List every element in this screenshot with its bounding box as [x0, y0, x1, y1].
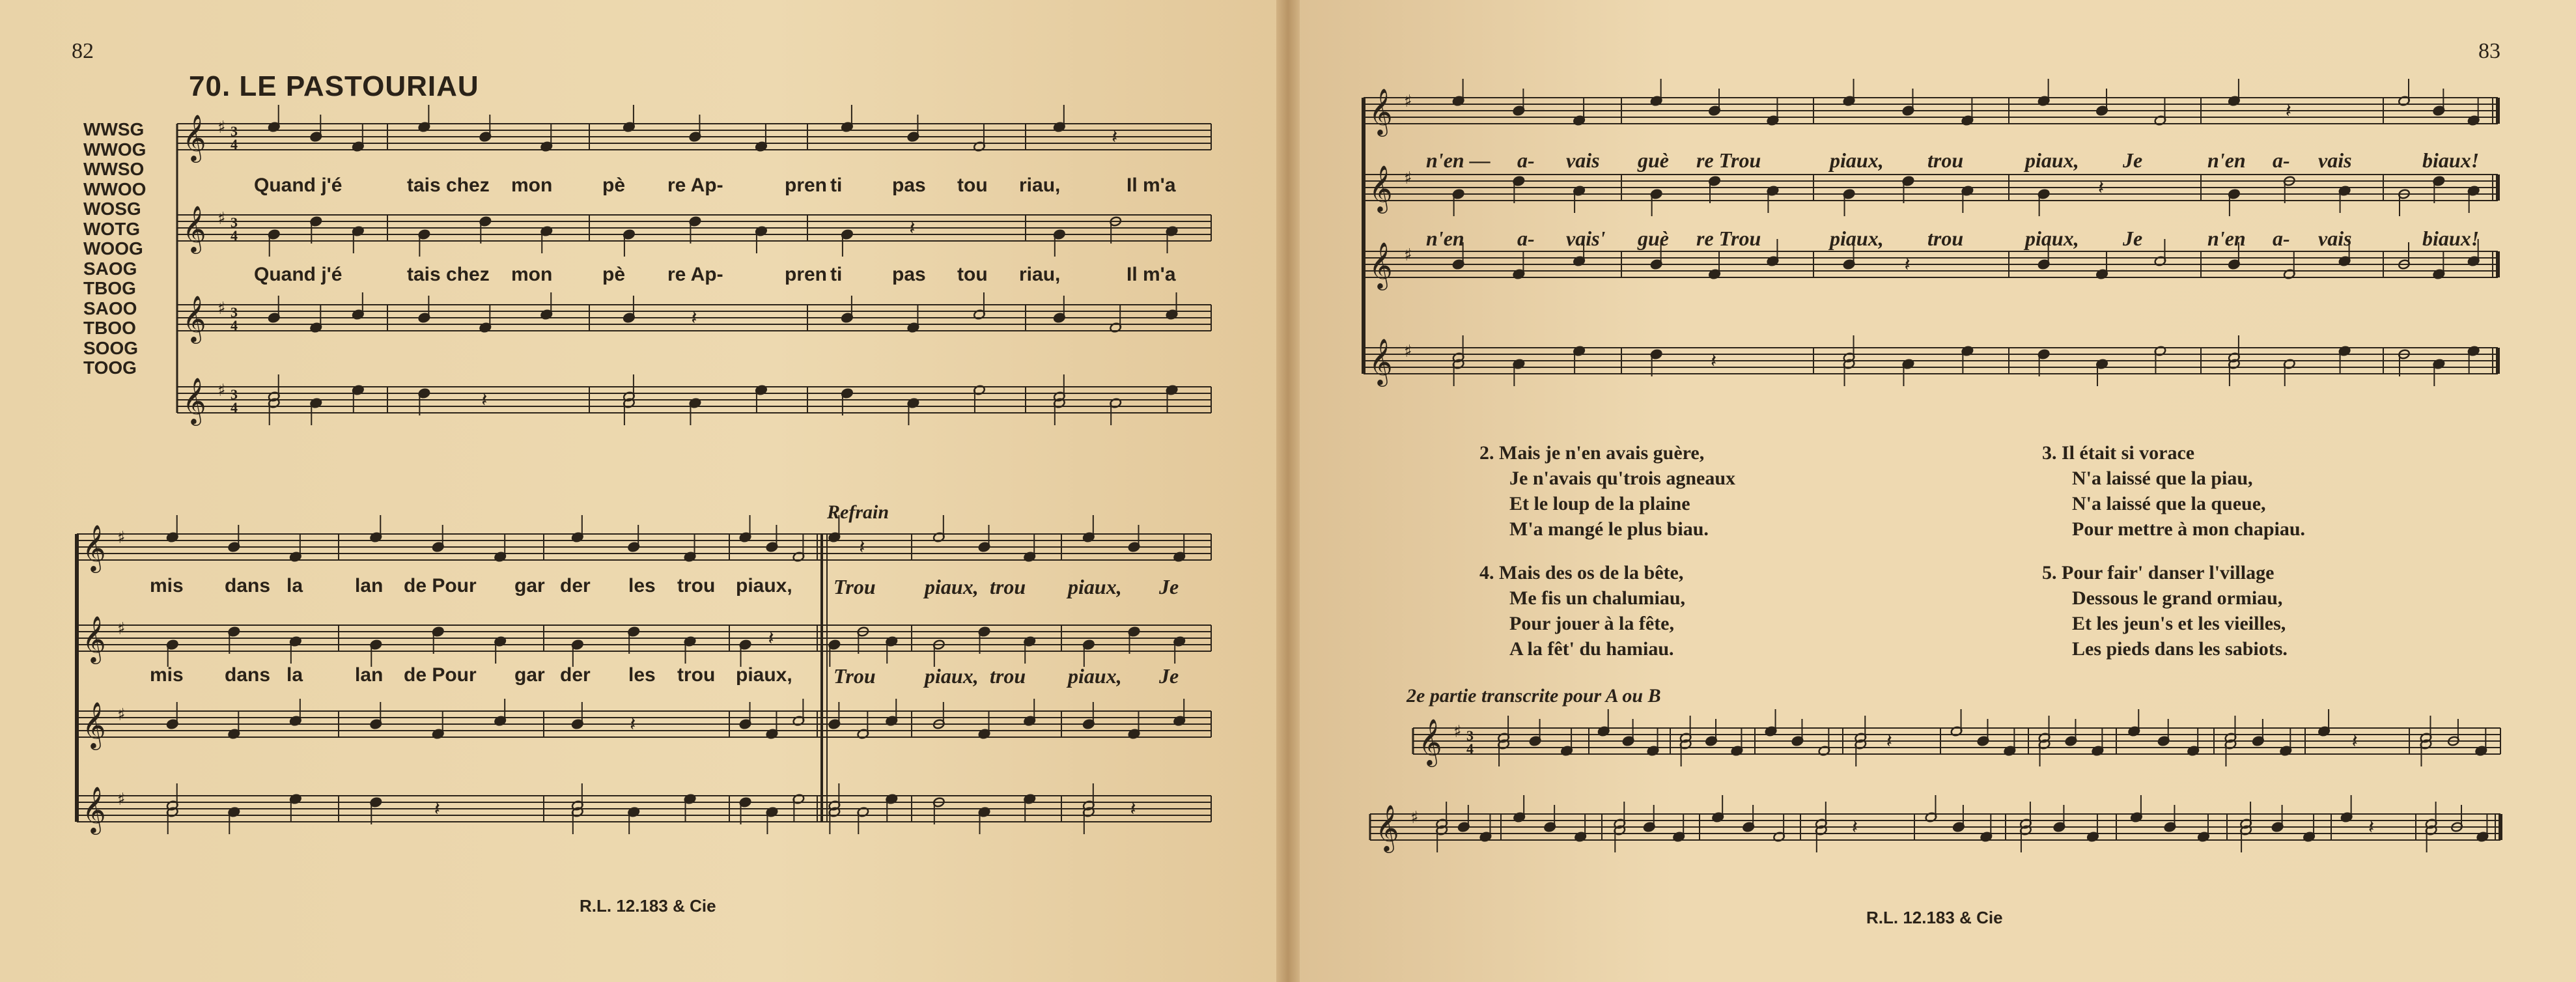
lyric-syllable: tou [957, 175, 988, 196]
lyric-syllable: biaux! [2422, 227, 2480, 250]
refrain-label: Refrain [827, 501, 889, 523]
lyric-syllable: piaux, [736, 664, 792, 686]
lyric-syllable: tou [957, 264, 988, 285]
time-signature: 3 [231, 214, 238, 231]
lyric-syllable: Il m'a [1127, 264, 1176, 285]
lyric-syllable: riau, [1019, 175, 1061, 196]
voice-label: WWSG [83, 119, 145, 139]
lyric-syllable: gar [514, 575, 545, 596]
lyric-syllable: pas [892, 175, 926, 196]
rest: 𝄽 [1886, 730, 1892, 753]
lyric-syllable: mis [150, 664, 184, 686]
key-signature-sharp: ♯ [217, 299, 226, 318]
treble-clef: 𝄞 [182, 204, 206, 252]
lyric-syllable: piaux, [1068, 575, 1122, 598]
verse-line: A la fêt' du hamiau. [1509, 638, 1674, 660]
verse-line: 2. Mais je n'en avais guère, [1479, 442, 1705, 464]
rest: 𝄽 [909, 217, 916, 240]
rest: 𝄽 [768, 627, 774, 650]
voice-label: WOOG [83, 238, 143, 259]
voice-label: SOOG [83, 337, 139, 358]
rest: 𝄽 [1711, 350, 1717, 372]
lyric-syllable: n'en [1426, 227, 1464, 250]
key-signature-sharp: ♯ [1404, 342, 1412, 361]
treble-clef: 𝄞 [1369, 164, 1393, 212]
rest: 𝄽 [2351, 730, 2358, 753]
lyric-syllable: tais chez [407, 175, 490, 196]
lyric-syllable: les [628, 575, 656, 596]
verse-line: 3. Il était si vorace [2042, 442, 2195, 464]
verse-line: 5. Pour fair' danser l'village [2042, 562, 2275, 583]
rest: 𝄽 [859, 536, 865, 559]
lyric-syllable: piaux, [2025, 227, 2079, 250]
verse-line: Me fis un chalumiau, [1509, 587, 1686, 609]
rest: 𝄽 [2285, 100, 2291, 122]
lyric-syllable: vais' [1566, 227, 1606, 250]
voice-label: SAOO [83, 298, 137, 318]
lyric-syllable: pren [785, 175, 828, 196]
time-signature: 4 [231, 317, 238, 333]
lyric-syllable: Je [2123, 227, 2143, 250]
verse-line: Pour mettre à mon chapiau. [2072, 518, 2306, 540]
time-signature: 3 [1466, 727, 1474, 744]
lyric-syllable: de Pour [404, 575, 477, 596]
lyric-syllable: piaux, [2025, 148, 2079, 172]
lyric-syllable: biaux! [2422, 148, 2480, 172]
song-title: 70. LE PASTOURIAU [189, 70, 479, 102]
lyric-syllable: lan [355, 664, 384, 686]
key-signature-sharp: ♯ [217, 209, 226, 229]
key-signature-sharp: ♯ [1404, 245, 1412, 265]
lyric-syllable: mon [511, 264, 553, 285]
time-signature: 3 [231, 123, 238, 139]
lyric-syllable: trou [990, 575, 1026, 598]
lyric-syllable: vais [2318, 227, 2352, 250]
lyric-syllable: de Pour [404, 664, 477, 686]
lyric-syllable: a- [2273, 227, 2290, 250]
voice-label: WWOG [83, 139, 147, 160]
lyric-syllable: dans [225, 575, 271, 596]
lyric-syllable: trou [990, 664, 1026, 688]
key-signature-sharp: ♯ [117, 528, 126, 548]
lyric-syllable: a- [1517, 148, 1535, 172]
key-signature-sharp: ♯ [1453, 722, 1462, 742]
lyric-syllable: piaux, [925, 575, 979, 598]
key-signature-sharp: ♯ [217, 118, 226, 137]
treble-clef: 𝄞 [82, 615, 106, 662]
verse-4 [1479, 560, 1685, 662]
time-signature: 4 [231, 136, 238, 152]
lyric-syllable: pas [892, 264, 926, 285]
voice-label: SAOG [83, 258, 137, 279]
lyric-syllable: vais [1566, 148, 1600, 172]
lyric-syllable: piaux, [925, 664, 979, 688]
rest: 𝄽 [1112, 126, 1118, 148]
treble-clef: 𝄞 [1369, 87, 1393, 135]
lyric-syllable: trou [1927, 227, 1964, 250]
verse-line: Je n'avais qu'trois agneaux [1509, 468, 1736, 489]
footer-right: R.L. 12.183 & Cie [1866, 908, 2003, 927]
treble-clef: 𝄞 [82, 524, 106, 571]
lyric-syllable: Je [1159, 664, 1179, 688]
lyric-syllable: trou [677, 664, 716, 686]
time-signature: 4 [1466, 740, 1474, 757]
verse-line: Et les jeun's et les vieilles, [2072, 613, 2286, 634]
rest: 𝄽 [434, 798, 440, 821]
treble-clef: 𝄞 [182, 376, 206, 424]
lyric-syllable: re Trou [1696, 148, 1761, 172]
lyric-syllable: Je [1159, 575, 1179, 598]
voice-label: TOOG [83, 358, 137, 378]
lyric-syllable: mis [150, 575, 184, 596]
lyric-syllable: n'en [2207, 148, 2246, 172]
footer-left: R.L. 12.183 & Cie [580, 896, 716, 916]
verse-line: Et le loup de la plaine [1509, 493, 1690, 514]
treble-clef: 𝄞 [82, 701, 106, 748]
lyric-syllable: Il m'a [1127, 175, 1176, 196]
voice-label: WOTG [83, 218, 141, 239]
lyric-syllable: guè [1638, 148, 1669, 172]
verse-3 [2042, 440, 2305, 542]
verse-5 [2042, 560, 2288, 662]
rest: 𝄽 [481, 389, 488, 412]
key-signature-sharp: ♯ [117, 790, 126, 809]
voice-label: WOSG [83, 199, 141, 219]
key-signature-sharp: ♯ [1404, 169, 1412, 188]
lyric-syllable: re Ap- [667, 175, 723, 196]
lyric-syllable: la [287, 575, 303, 596]
lyric-syllable: Trou [833, 664, 876, 688]
lyric-syllable: n'en [2207, 227, 2246, 250]
rest: 𝄽 [1130, 798, 1136, 821]
lyric-syllable: piaux, [1068, 664, 1122, 688]
rest: 𝄽 [691, 307, 697, 330]
lyric-syllable: lan [355, 575, 384, 596]
rest: 𝄽 [2368, 816, 2375, 839]
page-number-right: 83 [2478, 39, 2500, 63]
lyric-syllable: la [287, 664, 303, 686]
voice-labels [83, 120, 146, 378]
lyric-syllable: guè [1638, 227, 1669, 250]
lyric-syllable: a- [2273, 148, 2290, 172]
rest: 𝄽 [2098, 176, 2105, 199]
transcription-note: 2e partie transcrite pour A ou B [1407, 685, 1661, 707]
lyric-syllable: riau, [1019, 264, 1061, 285]
lyric-syllable: ti [830, 264, 843, 285]
verse-2 [1479, 440, 1735, 542]
treble-clef: 𝄞 [1418, 718, 1442, 765]
rest: 𝄽 [630, 713, 636, 736]
lyric-syllable: Quand j'é [254, 264, 343, 285]
verse-line: Dessous le grand ormiau, [2072, 587, 2283, 609]
time-signature: 3 [231, 386, 238, 402]
verse-line: M'a mangé le plus biau. [1509, 518, 1709, 540]
lyric-syllable: pè [602, 264, 626, 285]
lyric-syllable: Trou [833, 575, 876, 598]
lyric-syllable: re Ap- [667, 264, 723, 285]
lyric-syllable: piaux, [1830, 227, 1884, 250]
key-signature-sharp: ♯ [117, 705, 126, 725]
lyric-syllable: der [560, 664, 591, 686]
treble-clef: 𝄞 [1369, 241, 1393, 288]
lyric-syllable: vais [2318, 148, 2352, 172]
key-signature-sharp: ♯ [117, 619, 126, 639]
lyric-syllable: tais chez [407, 264, 490, 285]
lyric-syllable: dans [225, 664, 271, 686]
key-signature-sharp: ♯ [217, 381, 226, 400]
lyric-syllable: piaux, [1830, 148, 1884, 172]
rest: 𝄽 [1851, 816, 1858, 839]
voice-label: TBOG [83, 278, 136, 298]
voice-label: WWSO [83, 159, 145, 179]
lyric-syllable: Je [2123, 148, 2143, 172]
lyric-syllable: ti [830, 175, 843, 196]
lyric-syllable: les [628, 664, 656, 686]
rest: 𝄽 [1904, 253, 1911, 276]
lyric-syllable: der [560, 575, 591, 596]
voice-label: TBOO [83, 318, 136, 338]
page-number-left: 82 [72, 39, 94, 63]
lyric-syllable: gar [514, 664, 545, 686]
time-signature: 3 [231, 304, 238, 320]
lyric-syllable: Quand j'é [254, 175, 343, 196]
key-signature-sharp: ♯ [1410, 808, 1419, 828]
treble-clef: 𝄞 [182, 294, 206, 342]
verse-line: N'a laissé que la piau, [2072, 468, 2253, 489]
key-signature-sharp: ♯ [1404, 92, 1412, 111]
lyric-syllable: a- [1517, 227, 1535, 250]
treble-clef: 𝄞 [182, 113, 206, 161]
lyric-syllable: trou [1927, 148, 1964, 172]
lyric-syllable: mon [511, 175, 553, 196]
time-signature: 4 [231, 227, 238, 244]
lyric-syllable: trou [677, 575, 716, 596]
treble-clef: 𝄞 [1375, 804, 1399, 851]
voice-label: WWOO [83, 178, 147, 199]
lyric-syllable: n'en — [1426, 148, 1491, 172]
treble-clef: 𝄞 [1369, 337, 1393, 385]
verse-line: Pour jouer à la fête, [1509, 613, 1674, 634]
time-signature: 4 [231, 399, 238, 415]
treble-clef: 𝄞 [82, 785, 106, 833]
lyric-syllable: pren [785, 264, 828, 285]
verse-line: 4. Mais des os de la bête, [1479, 562, 1684, 583]
lyric-syllable: re Trou [1696, 227, 1761, 250]
verse-line: N'a laissé que la queue, [2072, 493, 2266, 514]
verse-line: Les pieds dans les sabiots. [2072, 638, 2288, 660]
lyric-syllable: pè [602, 175, 626, 196]
lyric-syllable: piaux, [736, 575, 792, 596]
